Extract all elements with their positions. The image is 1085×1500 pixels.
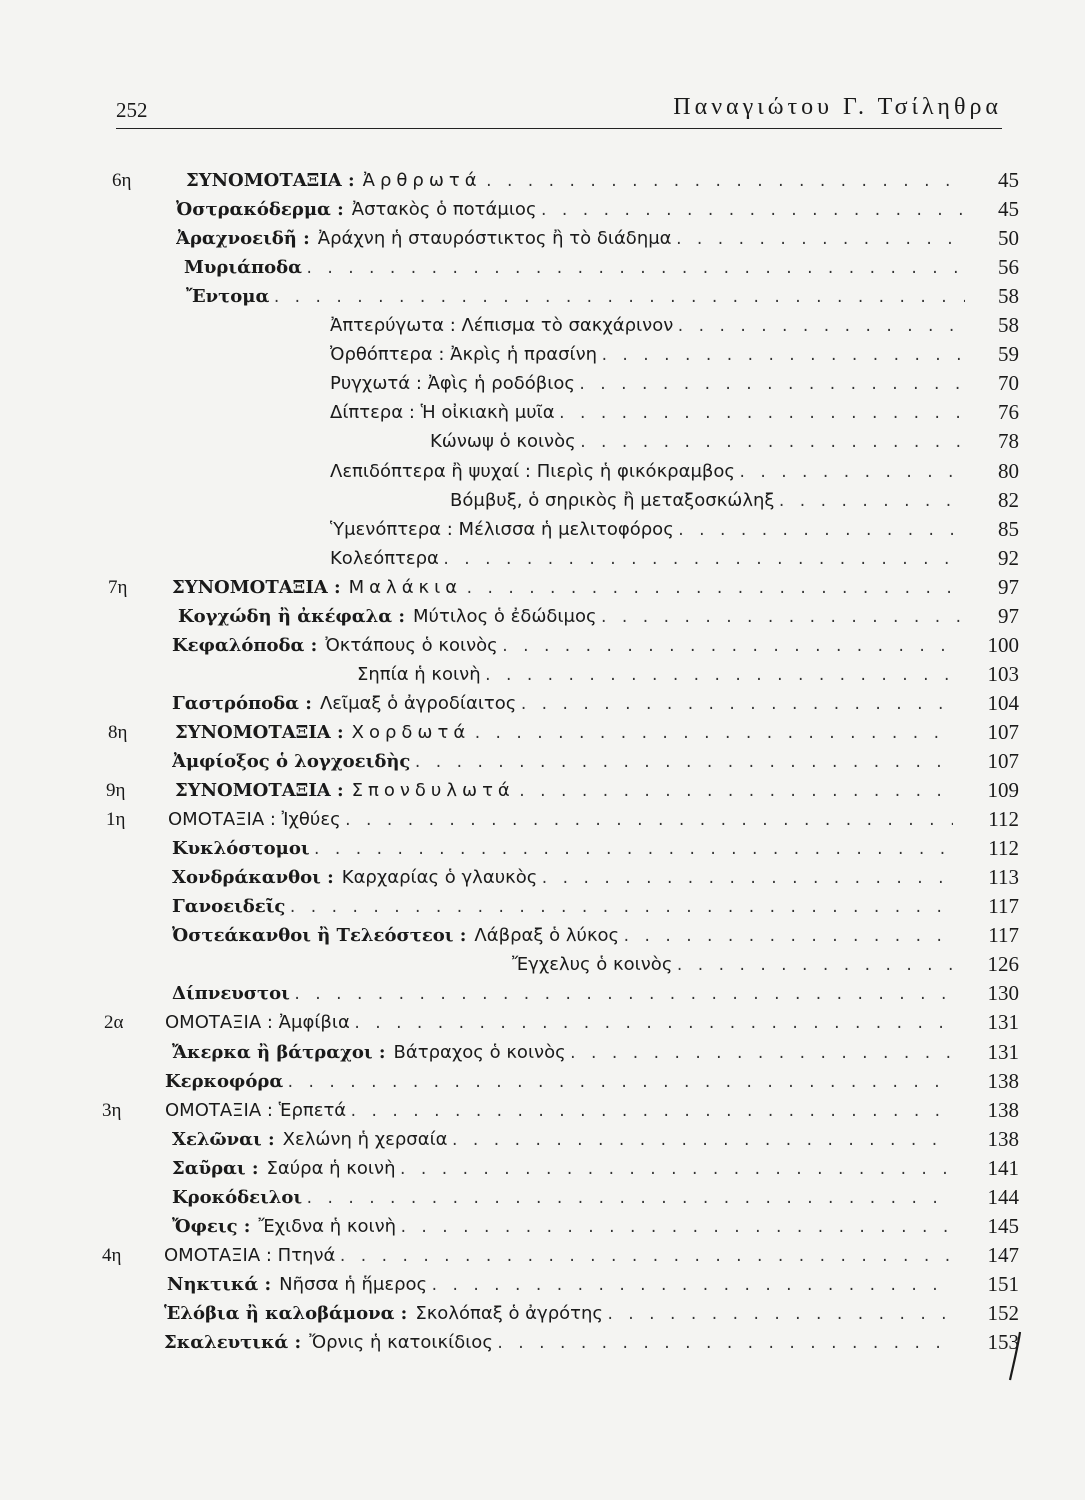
dot-leader — [519, 691, 953, 720]
toc-entry — [172, 631, 953, 662]
toc-entry-label: Χονδράκανθοι : — [172, 867, 334, 889]
toc-entry — [172, 834, 953, 865]
toc-page-number: 103 — [987, 661, 1019, 686]
dot-leader — [600, 342, 965, 371]
toc-page-number: 70 — [998, 371, 1019, 396]
page-number: 252 — [116, 98, 148, 122]
toc-entry — [450, 486, 965, 517]
dot-leader — [338, 1243, 953, 1272]
dot-leader — [473, 720, 953, 749]
toc-entry — [172, 1038, 953, 1069]
toc-entry-label: Ὄφεις : — [172, 1215, 251, 1237]
toc-entry — [175, 776, 953, 807]
toc-entry — [186, 282, 965, 313]
toc-row — [0, 776, 1085, 805]
toc-entry-text: Νῆσσα ἡ ἥμερος — [279, 1273, 428, 1295]
toc-entry-text: Ἀπτερύγωτα : Λέπισμα τὸ σακχάρινον — [330, 315, 674, 337]
toc-row — [0, 892, 1085, 921]
toc-row — [0, 427, 1085, 456]
dot-leader — [399, 1214, 953, 1243]
toc-entry-label: Ἔντομα — [186, 286, 270, 308]
toc-row — [0, 631, 1085, 660]
toc-row — [0, 1008, 1085, 1037]
toc-entry — [330, 544, 965, 575]
toc-entry — [165, 1008, 953, 1039]
toc-page-number: 50 — [998, 226, 1019, 251]
dot-leader — [413, 749, 953, 778]
toc-entry-label: ΣΥΝΟΜΟΤΑΞΙΑ : — [172, 576, 341, 598]
toc-page-number: 80 — [998, 458, 1019, 483]
toc-page-number: 112 — [988, 807, 1019, 832]
toc-page-number: 131 — [987, 1010, 1019, 1035]
toc-page-number: 92 — [998, 545, 1019, 570]
toc-entry — [172, 1183, 953, 1214]
toc-entry — [330, 457, 965, 488]
toc-entry-label: Ἀραχνοειδῆ : — [176, 228, 310, 250]
toc-level-number: 1η — [106, 809, 126, 831]
toc-entry-label: Κυκλόστομοι — [172, 838, 310, 860]
toc-row — [0, 718, 1085, 747]
toc-entry — [186, 166, 965, 197]
toc-page-number: 85 — [998, 516, 1019, 541]
toc-row — [0, 1212, 1085, 1241]
dot-leader — [675, 952, 953, 981]
dot-leader — [353, 1010, 953, 1039]
toc-page-number: 144 — [987, 1184, 1019, 1209]
toc-entry — [164, 1241, 953, 1272]
toc-page-number: 82 — [998, 487, 1019, 512]
toc-entry-label: Ἄκερκα ἢ βάτραχοι : — [172, 1041, 386, 1063]
toc-entry-label: Δίπνευστοι — [172, 983, 290, 1005]
toc-entry-label: Μυριάποδα — [184, 257, 302, 279]
toc-entry — [172, 979, 953, 1010]
toc-entry — [176, 195, 965, 226]
toc-row — [0, 1038, 1085, 1067]
toc-page-number: 97 — [998, 603, 1019, 628]
toc-entry — [330, 340, 965, 371]
toc-page-number: 112 — [988, 836, 1019, 861]
toc-entry — [330, 311, 965, 342]
dot-leader — [305, 255, 965, 284]
toc-page-number: 145 — [987, 1213, 1019, 1238]
toc-entry-text: Κώνωψ ὁ κοινὸς — [430, 431, 576, 453]
toc-page-number: 78 — [998, 429, 1019, 454]
toc-entry-text: Ἔχιδνα ἡ κοινὴ — [258, 1215, 397, 1237]
toc-page-number: 56 — [998, 255, 1019, 280]
toc-entry-text: Καρχαρίας ὁ γλαυκὸς — [341, 867, 538, 889]
toc-entry-label: Χελῶναι : — [172, 1128, 275, 1150]
toc-entry-text: Χελώνη ἡ χερσαία — [282, 1128, 448, 1150]
toc-entry-text: Ἀστακὸς ὁ ποτάμιος — [351, 199, 537, 221]
toc-entry-text: Ὄρνις ἡ κατοικίδιος — [309, 1332, 493, 1353]
toc-entry-text: Δίπτερα : Ἡ οἰκιακὴ μυῖα — [330, 402, 555, 424]
toc-row — [0, 369, 1085, 398]
toc-page-number: 107 — [987, 749, 1019, 773]
toc-entry-text: Κολεόπτερα — [330, 547, 439, 569]
toc-row — [0, 1125, 1085, 1154]
running-head: Παναγιώτου Γ. Τσίληθρα — [673, 94, 1002, 120]
toc-level-number: 7η — [108, 576, 128, 598]
toc-page-number: 76 — [998, 400, 1019, 425]
toc-entry — [164, 1299, 953, 1330]
toc-level-number: 4η — [102, 1244, 122, 1266]
toc-page-number: 153 — [987, 1330, 1019, 1354]
toc-entry — [175, 718, 953, 749]
toc-entry — [172, 921, 953, 952]
toc-entry-label: Κροκόδειλοι — [172, 1186, 303, 1208]
dot-leader — [496, 1330, 953, 1359]
toc-row — [0, 1067, 1085, 1096]
toc-page-number: 45 — [998, 168, 1019, 192]
toc-entry-text: Σπονδυλωτά — [351, 780, 515, 802]
toc-row — [0, 921, 1085, 950]
toc-entry — [172, 747, 953, 778]
toc-entry-text: ΟΜΟΤΑΞΙΑ : Ἰχθύες — [168, 809, 341, 831]
toc-row — [0, 805, 1085, 834]
dot-leader — [540, 197, 965, 226]
toc-row — [0, 1096, 1085, 1125]
toc-entry — [164, 1328, 953, 1359]
toc-entry-text: Σηπία ἡ κοινὴ — [357, 663, 481, 685]
dot-leader — [288, 894, 953, 923]
toc-row — [0, 1299, 1085, 1328]
toc-entry-text: Λάβραξ ὁ λύκος — [474, 925, 620, 947]
toc-entry — [167, 1270, 953, 1301]
toc-page-number: 59 — [998, 342, 1019, 367]
dot-leader — [313, 836, 953, 865]
toc-page-number: 138 — [987, 1068, 1019, 1093]
toc-entry-label: Ἀμφίοξος ὁ λογχοειδὴς — [172, 751, 411, 772]
toc-entry-label: ΣΥΝΟΜΟΤΑΞΙΑ : — [175, 721, 344, 743]
toc-entry-label: Κογχώδη ἢ ἀκέφαλα : — [178, 605, 406, 627]
toc-row — [0, 1270, 1085, 1299]
dot-leader — [540, 865, 953, 894]
toc-row — [0, 282, 1085, 311]
dot-leader — [501, 633, 953, 662]
toc-row — [0, 747, 1085, 776]
toc-row — [0, 1241, 1085, 1270]
toc-page-number: 109 — [987, 778, 1019, 803]
toc-entry-label: ΣΥΝΟΜΟΤΑΞΙΑ : — [175, 780, 344, 802]
toc-page-number: 45 — [998, 197, 1019, 222]
toc-entry-text: Ὑμενόπτερα : Μέλισσα ἡ μελιτοφόρος — [330, 518, 674, 540]
toc-entry — [165, 1067, 953, 1098]
toc-row — [0, 979, 1085, 1008]
toc-row — [0, 195, 1085, 224]
toc-entry-text: Χορδωτά — [351, 721, 471, 743]
dot-leader — [399, 1156, 954, 1185]
toc-entry-text: Ὀρθόπτερα : Ἀκρὶς ἡ πρασίνη — [330, 344, 598, 366]
dot-leader — [430, 1272, 953, 1301]
dot-leader — [305, 1185, 953, 1214]
dot-leader — [465, 575, 965, 604]
toc-row — [0, 515, 1085, 544]
toc-page-number: 117 — [988, 923, 1019, 948]
toc-entry-label: Ὀστρακόδερμα : — [176, 199, 344, 221]
toc-entry — [512, 950, 953, 981]
dot-leader — [676, 313, 965, 342]
toc-row — [0, 863, 1085, 892]
toc-entry-label: Νηκτικά : — [167, 1273, 272, 1295]
toc-row — [0, 950, 1085, 979]
toc-entry-text: Μαλάκια — [348, 576, 463, 598]
dot-leader — [677, 517, 965, 546]
toc-level-number: 3η — [102, 1099, 122, 1121]
toc-entry-text: Μύτιλος ὁ ἐδώδιμος — [413, 605, 597, 627]
toc-entry-text: Ἀράχνη ἡ σταυρόστικτος ἢ τὸ διάδημα — [317, 228, 672, 250]
toc-page-number: 130 — [987, 981, 1019, 1006]
dot-leader — [451, 1127, 953, 1156]
toc-row — [0, 311, 1085, 340]
toc-row — [0, 253, 1085, 282]
dot-leader — [272, 284, 965, 313]
dot-leader — [293, 981, 953, 1010]
toc-level-number: 8η — [108, 721, 128, 743]
toc-row — [0, 602, 1085, 631]
toc-entry — [430, 427, 965, 458]
toc-entry-label: ΣΥΝΟΜΟΤΑΞΙΑ : — [186, 170, 355, 191]
toc-entry-text: Σαύρα ἡ κοινὴ — [266, 1157, 396, 1179]
toc-entry-text: Λεῖμαξ ὁ ἀγροδίαιτος — [319, 692, 517, 714]
toc-row — [0, 398, 1085, 427]
toc-entry-text: Ἔγχελυς ὁ κοινὸς — [512, 954, 673, 976]
toc-row — [0, 166, 1085, 195]
toc-entry — [176, 224, 965, 255]
toc-entry-text: Ἀρθρωτά — [362, 170, 482, 191]
toc-entry-label: Ὀστεάκανθοι ἢ Τελεόστεοι : — [172, 925, 467, 947]
toc-row — [0, 486, 1085, 515]
toc-entry-text: Βάτραχος ὁ κοινὸς — [393, 1041, 566, 1063]
toc-page-number: 152 — [987, 1300, 1019, 1325]
dot-leader — [738, 459, 965, 488]
toc-page-number: 58 — [998, 284, 1019, 309]
toc-page-number: 151 — [987, 1271, 1019, 1296]
toc-entry-label: Κερκοφόρα — [165, 1070, 284, 1092]
toc-entry-label: Σαῦραι : — [172, 1157, 259, 1179]
toc-page-number: 141 — [987, 1155, 1019, 1180]
toc-row — [0, 457, 1085, 486]
toc-row — [0, 224, 1085, 253]
dot-leader — [349, 1098, 953, 1127]
toc-level-number: 2α — [104, 1012, 124, 1034]
toc-entry — [330, 369, 965, 400]
toc-page-number: 107 — [987, 719, 1019, 744]
toc-entry-text: Ρυγχωτά : Ἀφὶς ἡ ροδόβιος — [330, 373, 575, 395]
dot-leader — [485, 168, 965, 197]
toc-row — [0, 660, 1085, 689]
toc-entry — [165, 1096, 953, 1127]
toc-entry — [178, 602, 965, 633]
toc-row — [0, 1183, 1085, 1212]
toc-row — [0, 1328, 1085, 1357]
dot-leader — [579, 429, 965, 458]
toc-level-number: 9η — [106, 780, 126, 802]
pen-slash-mark — [1008, 1330, 1022, 1382]
toc-entry-text: ΟΜΟΤΑΞΙΑ : Ἑρπετά — [165, 1099, 347, 1121]
toc-page-number: 100 — [987, 632, 1019, 657]
toc-entry-label: Γαστρόποδα : — [172, 692, 312, 714]
dot-leader — [600, 604, 965, 633]
dot-leader — [606, 1301, 953, 1330]
toc-page-number: 131 — [987, 1039, 1019, 1064]
toc-entry — [330, 398, 965, 429]
toc-row — [0, 573, 1085, 602]
toc-entry-text: ΟΜΟΤΑΞΙΑ : Πτηνά — [164, 1244, 336, 1266]
dot-leader — [518, 778, 953, 807]
toc-entry — [330, 515, 965, 546]
toc-row — [0, 1154, 1085, 1183]
toc-entry — [172, 573, 965, 604]
toc-entry-text: ΟΜΟΤΑΞΙΑ : Ἀμφίβια — [165, 1012, 350, 1034]
toc-page-number: 113 — [988, 865, 1019, 890]
toc-entry-text: Λεπιδόπτερα ἢ ψυχαί : Πιερὶς ἡ φικόκραμβος — [330, 460, 735, 482]
toc-entry — [172, 892, 953, 923]
toc-entry-label: Ἑλόβια ἢ καλοβάμονα : — [164, 1302, 408, 1324]
toc-entry-text: Σκολόπαξ ὁ ἀγρότης — [415, 1302, 603, 1324]
toc-row — [0, 834, 1085, 863]
dot-leader — [622, 923, 953, 952]
dot-leader — [558, 400, 965, 429]
toc-entry-label: Γανοειδεῖς — [172, 896, 286, 918]
toc-page-number: 97 — [998, 574, 1019, 599]
dot-leader — [569, 1040, 953, 1069]
toc-page-number: 117 — [988, 894, 1019, 919]
toc-page-number: 58 — [998, 313, 1019, 338]
toc-page-number: 126 — [987, 952, 1019, 977]
dot-leader — [777, 488, 965, 517]
toc-page-number: 138 — [987, 1097, 1019, 1122]
toc-entry — [172, 689, 953, 720]
dot-leader — [578, 371, 965, 400]
toc-entry — [172, 1212, 953, 1243]
toc-entry — [357, 660, 953, 691]
toc-entry — [168, 805, 953, 836]
dot-leader — [344, 807, 953, 836]
toc-row — [0, 340, 1085, 369]
toc-page-number: 138 — [987, 1126, 1019, 1151]
dot-leader — [484, 662, 953, 691]
toc-entry-text: Βόμβυξ, ὁ σηρικὸς ἢ μεταξοσκώληξ — [450, 489, 775, 511]
toc-entry — [184, 253, 965, 284]
toc-entry — [172, 1125, 953, 1156]
toc-row — [0, 689, 1085, 718]
toc-entry-text: Ὀκτάπους ὁ κοινὸς — [325, 634, 498, 656]
toc-entry — [172, 1154, 953, 1185]
dot-leader — [675, 226, 965, 255]
toc-entry-label: Σκαλευτικά : — [164, 1332, 302, 1353]
toc-entry — [172, 863, 953, 894]
dot-leader — [442, 546, 965, 575]
toc-row — [0, 544, 1085, 573]
dot-leader — [286, 1069, 953, 1098]
toc-level-number: 6η — [112, 170, 132, 191]
toc-page-number: 147 — [987, 1242, 1019, 1267]
toc-entry-label: Κεφαλόποδα : — [172, 634, 318, 656]
toc-page-number: 104 — [987, 690, 1019, 715]
